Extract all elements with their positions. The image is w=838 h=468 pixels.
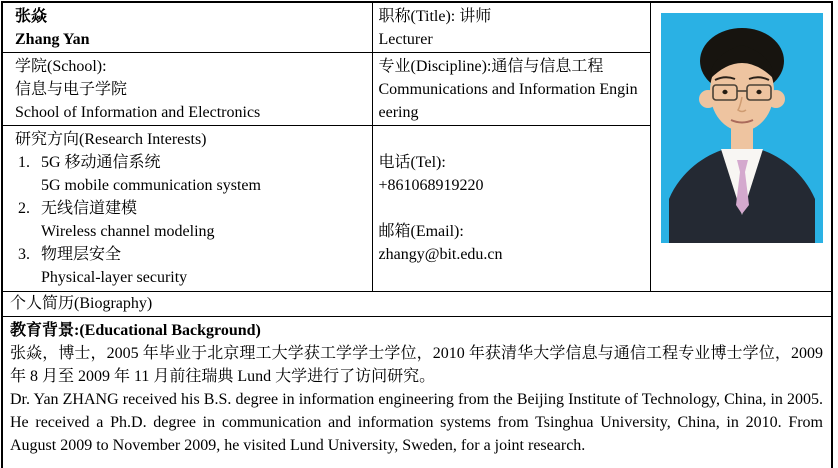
profile-photo — [661, 13, 823, 243]
education-header: 教育背景:(Educational Background) — [10, 322, 261, 339]
biography-header-cell — [2, 292, 832, 317]
research-item-en: Physical-layer security — [41, 269, 188, 286]
name-en: Zhang Yan — [15, 31, 90, 48]
research-item-en: 5G mobile communication system — [41, 177, 261, 194]
email-label: 邮箱(Email): — [378, 223, 464, 240]
research-item-number: 3. — [18, 246, 30, 263]
research-item-number: 1. — [18, 154, 30, 171]
school-cell — [2, 53, 372, 126]
research-item-zh: 5G 移动通信系统 — [41, 154, 161, 171]
tel-label: 电话(Tel): — [378, 154, 446, 171]
research-interests-cell — [2, 126, 372, 292]
research-item-zh: 无线信道建模 — [41, 200, 138, 217]
research-header: 研究方向(Research Interests) — [15, 131, 207, 148]
school-zh: 信息与电子学院 — [15, 81, 128, 98]
research-item-en: Wireless channel modeling — [41, 223, 215, 240]
photo-cell — [650, 2, 832, 292]
research-item-number: 2. — [18, 200, 30, 217]
education-en-paragraph: Dr. Yan ZHANG received his B.S. degree in information engineering from the Beijing Institute of Technology, China, in 2005. He received a Ph.D. degree in communication and information systems from Tsinghua University, China, in 2010. From August 2009 to November 2009, he visited Lund University, Sweden, for a joint research. — [10, 391, 823, 454]
research-item-zh: 物理层安全 — [41, 246, 122, 263]
school-label: 学院(School): — [15, 58, 107, 75]
contact-cell — [372, 126, 650, 292]
title-en: Lecturer — [378, 31, 433, 48]
research-item — [15, 151, 366, 197]
title-cell — [372, 2, 650, 53]
tel-value: +861068919220 — [378, 177, 484, 194]
education-zh-paragraph: 张焱，博士，2005 年毕业于北京理工大学获工学学士学位，2010 年获清华大学信息与通信工程专业博士学位，2009 年 8 月至 2009 年 11 月前往瑞典 Lund 大学进行了访问研究。 — [10, 345, 823, 385]
email-value: zhangy@bit.edu.cn — [378, 246, 503, 263]
school-en: School of Information and Electronics — [15, 104, 261, 121]
name-zh: 张焱 — [15, 8, 48, 25]
title-label: 职称(Title): 讲师 — [378, 8, 492, 25]
biography-header: 个人简历(Biography) — [10, 295, 153, 312]
discipline-cell — [372, 53, 650, 126]
discipline-en: Communications and Information Engineering — [378, 81, 638, 121]
education-background-cell — [2, 317, 832, 468]
profile-table — [1, 1, 833, 468]
name-cell — [2, 2, 372, 53]
discipline-label: 专业(Discipline):通信与信息工程 — [378, 58, 604, 75]
portrait-photo-man-suit-icon — [661, 13, 823, 243]
research-item — [15, 197, 366, 243]
research-item — [15, 243, 366, 289]
